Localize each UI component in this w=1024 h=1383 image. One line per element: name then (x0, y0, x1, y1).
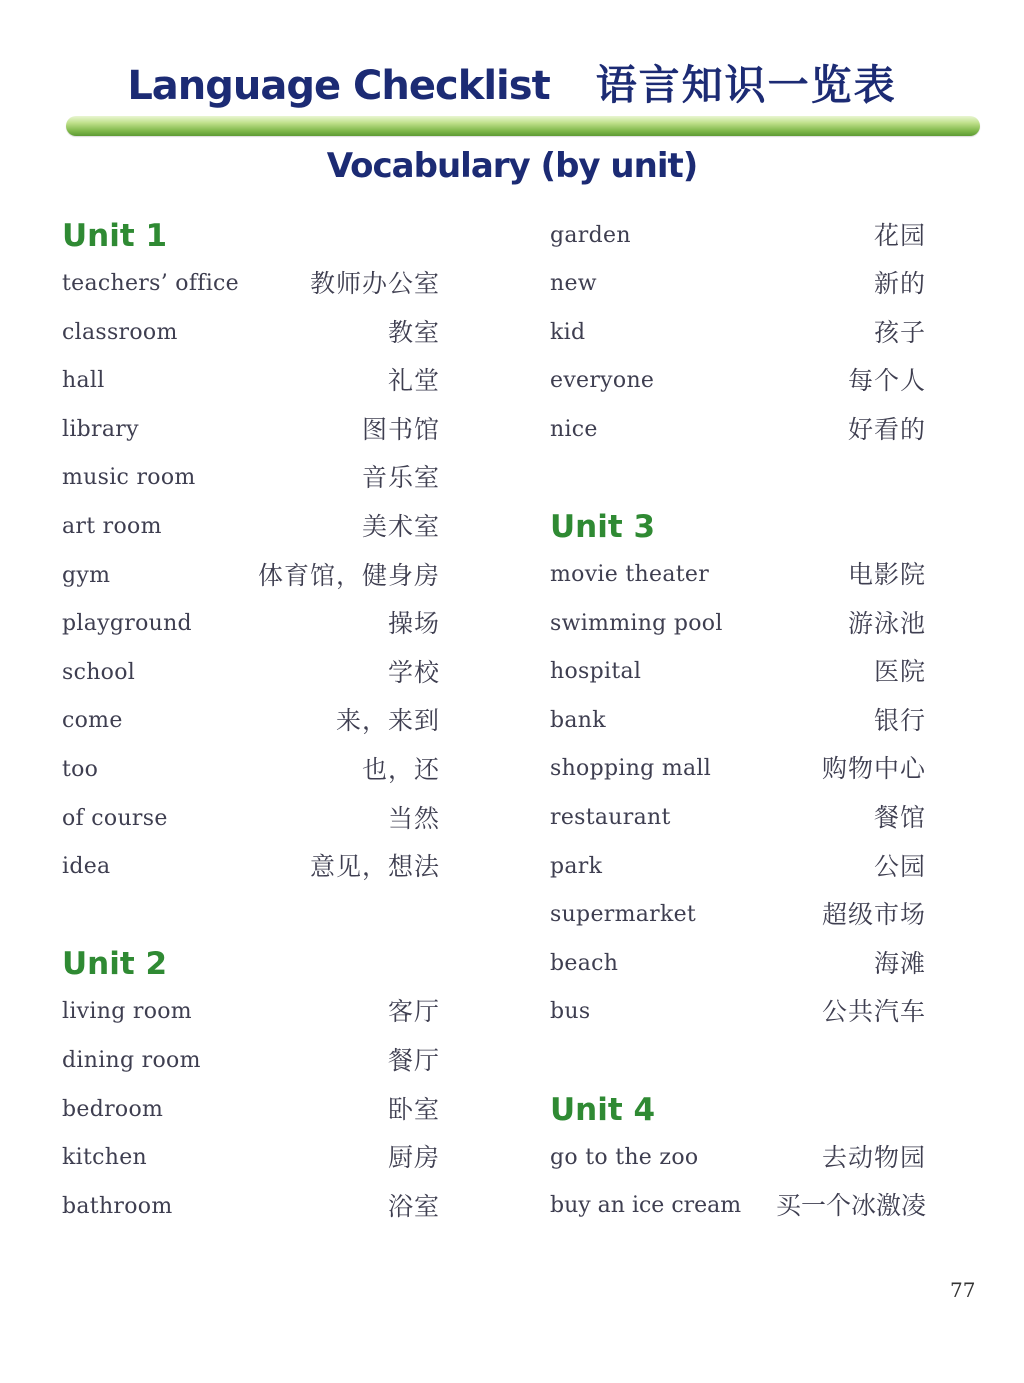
vocab-english: buy an ice cream (550, 1193, 742, 1219)
vocab-english: restaurant (550, 804, 671, 830)
vocab-english: dining room (62, 1047, 201, 1073)
vocab-chinese: 餐厅 (387, 1045, 440, 1075)
right-column (550, 212, 926, 1231)
vocab-chinese: 公共汽车 (821, 997, 926, 1027)
vocab-chinese: 好看的 (847, 414, 926, 444)
vocab-row (550, 212, 926, 260)
vocab-row (550, 406, 926, 455)
vocab-english: go to the zoo (550, 1144, 699, 1170)
vocab-chinese: 礼堂 (387, 366, 440, 396)
vocab-row (550, 600, 926, 649)
vocab-chinese: 客厅 (387, 997, 440, 1027)
vocab-english: playground (62, 611, 192, 637)
vocab-chinese: 体育馆，健身房 (257, 560, 440, 590)
unit-gap (62, 892, 440, 941)
vocab-row (550, 1182, 926, 1231)
vocab-chinese: 卧室 (387, 1094, 440, 1124)
unit-4-heading: Unit 4 (550, 1091, 656, 1128)
unit-2-continued (550, 212, 926, 454)
vocab-chinese: 浴室 (387, 1191, 440, 1221)
vocab-chinese: 当然 (387, 803, 440, 833)
vocab-chinese: 医院 (873, 657, 926, 687)
vocab-english: hospital (550, 659, 642, 685)
vocab-chinese: 花园 (873, 221, 926, 250)
vocab-english: movie theater (550, 561, 710, 587)
vocab-row (550, 745, 926, 794)
vocab-chinese: 银行 (873, 705, 926, 735)
vocab-row (550, 648, 926, 697)
vocab-row (62, 406, 440, 455)
vocab-row (550, 1134, 926, 1183)
vocab-row (62, 746, 440, 795)
vocab-chinese: 孩子 (873, 317, 926, 347)
vocab-english: library (62, 416, 139, 442)
vocab-row (550, 940, 926, 989)
vocab-chinese: 游泳池 (847, 608, 926, 638)
vocab-english: supermarket (550, 902, 697, 928)
vocab-chinese: 超级市场 (821, 900, 926, 930)
vocab-english: everyone (550, 368, 655, 394)
vocab-english: school (62, 659, 136, 685)
vocab-row (62, 552, 440, 601)
vocab-row (62, 988, 440, 1037)
vocab-row (62, 1086, 440, 1135)
vocab-row (62, 260, 440, 309)
vocab-row (62, 1037, 440, 1086)
vocab-chinese: 音乐室 (361, 463, 440, 493)
vocab-row (550, 357, 926, 406)
vocab-row (62, 309, 440, 358)
vocab-chinese: 操场 (387, 609, 440, 639)
vocab-chinese: 图书馆 (361, 414, 440, 444)
vocab-row (62, 697, 440, 746)
vocab-row (62, 649, 440, 698)
vocab-chinese: 去动物园 (821, 1142, 926, 1172)
unit-1-heading: Unit 1 (62, 218, 168, 254)
vocab-english: garden (550, 223, 631, 248)
vocab-row (62, 600, 440, 649)
vocab-chinese: 来，来到 (335, 706, 440, 736)
vocab-english: idea (62, 854, 111, 880)
vocab-chinese: 厨房 (387, 1143, 440, 1173)
unit-gap (550, 1037, 926, 1086)
vocab-english: new (550, 271, 597, 296)
vocab-row (62, 1134, 440, 1183)
unit-gap (550, 454, 926, 503)
vocab-chinese: 每个人 (847, 366, 926, 396)
unit-3-heading: Unit 3 (550, 508, 656, 545)
vocab-english: bus (550, 999, 591, 1025)
vocab-row (550, 988, 926, 1037)
vocab-chinese: 公园 (873, 851, 926, 881)
vocab-english: kitchen (62, 1145, 147, 1171)
unit-3-block (550, 503, 926, 1037)
vocab-english: beach (550, 950, 619, 976)
vocab-chinese: 学校 (387, 657, 440, 687)
page-title (0, 52, 1024, 111)
vocab-english: hall (62, 368, 105, 394)
left-column (62, 212, 440, 1231)
section-subtitle: Vocabulary (by unit) (326, 146, 698, 186)
vocab-chinese: 餐馆 (873, 802, 926, 832)
vocab-row (550, 697, 926, 746)
vocab-row (62, 795, 440, 844)
vocab-row (62, 357, 440, 406)
unit-2-block (62, 940, 440, 1231)
vocab-english: music room (62, 465, 196, 491)
title-chinese: 语言知识一览表 (595, 61, 897, 109)
vocab-english: teachers’ office (62, 271, 239, 296)
page-number: 77 (950, 1278, 976, 1302)
vocab-chinese: 教室 (387, 317, 440, 347)
vocab-row (550, 551, 926, 600)
vocab-chinese: 新的 (873, 269, 926, 298)
vocab-chinese: 美术室 (361, 511, 440, 541)
vocab-english: too (62, 756, 99, 782)
vocab-chinese: 教师办公室 (309, 269, 440, 298)
vocab-english: art room (62, 513, 162, 539)
vocab-row (550, 891, 926, 940)
vocab-english: kid (550, 319, 586, 345)
vocab-row (62, 454, 440, 503)
unit-2-heading: Unit 2 (62, 946, 168, 983)
vocab-row (550, 843, 926, 892)
unit-4-block (550, 1086, 926, 1231)
vocab-row (550, 309, 926, 358)
vocab-english: come (62, 708, 123, 734)
vocab-english: swimming pool (550, 610, 723, 636)
vocab-chinese: 海滩 (873, 948, 926, 978)
vocab-row (550, 794, 926, 843)
vocab-row (62, 1183, 440, 1232)
vocab-english: shopping mall (550, 756, 712, 782)
vocab-english: gym (62, 562, 111, 588)
vocab-english: nice (550, 416, 598, 442)
green-title-rule (66, 116, 980, 136)
vocab-english: bathroom (62, 1193, 173, 1219)
vocab-chinese: 买一个冰激凌 (775, 1191, 926, 1221)
vocab-english: of course (62, 805, 168, 831)
vocab-chinese: 意见，想法 (309, 852, 440, 882)
unit-1-block (62, 212, 440, 892)
vocab-row (62, 843, 440, 892)
vocab-row (550, 260, 926, 309)
vocab-english: bedroom (62, 1096, 164, 1122)
vocab-chinese: 电影院 (847, 559, 926, 589)
vocab-english: bank (550, 707, 606, 733)
vocab-english: park (550, 853, 603, 879)
vocab-row (62, 503, 440, 552)
vocab-chinese: 也，还 (361, 754, 440, 784)
vocab-english: classroom (62, 319, 178, 345)
vocab-chinese: 购物中心 (821, 754, 926, 784)
vocab-english: living room (62, 999, 192, 1025)
title-english: Language Checklist (127, 63, 550, 109)
